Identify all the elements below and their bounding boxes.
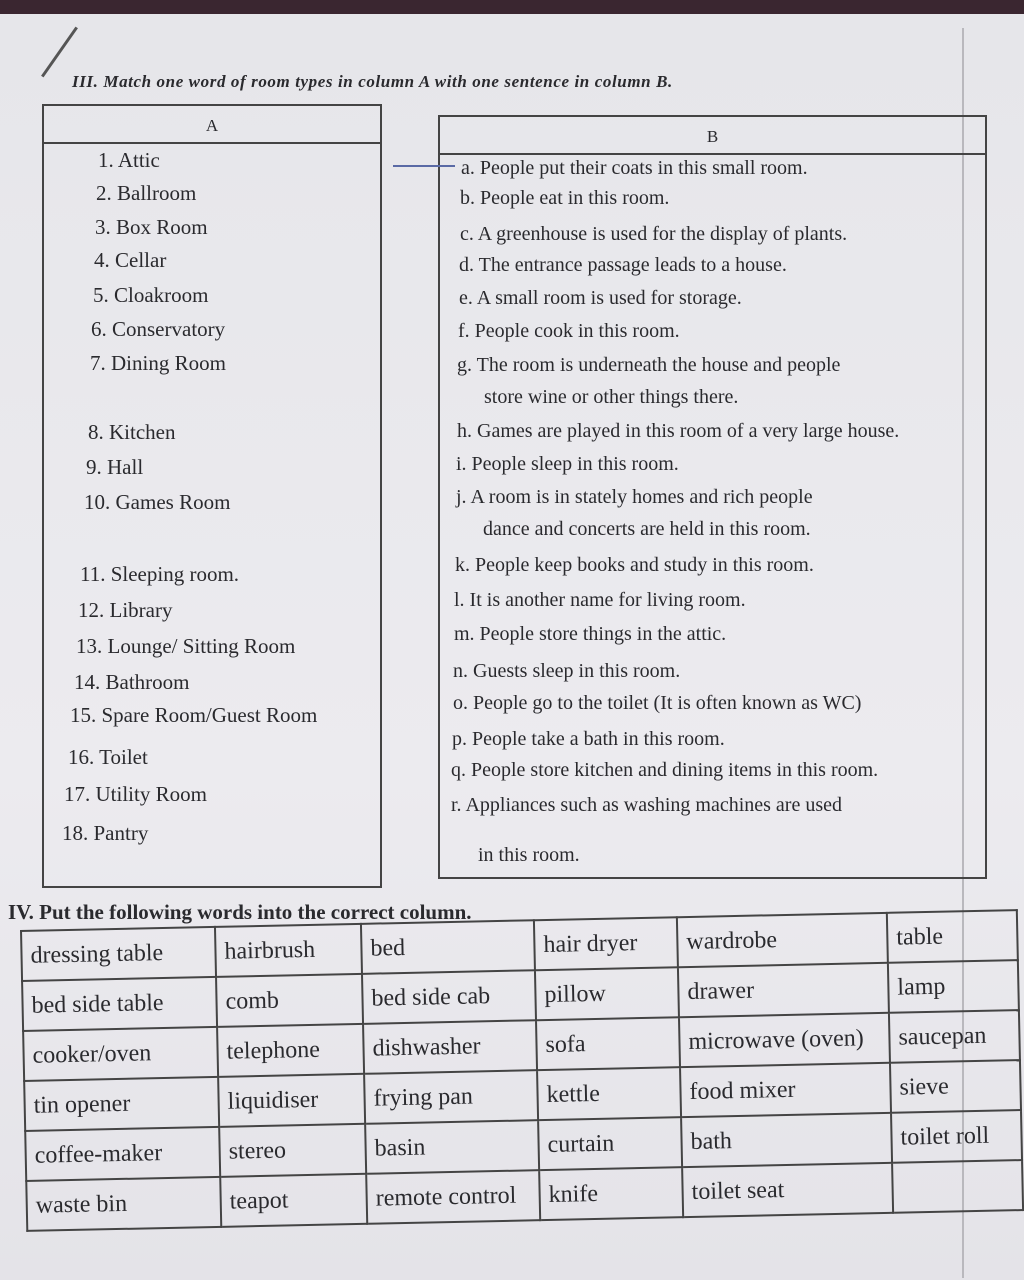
column-a-item: 14. Bathroom — [74, 670, 190, 694]
word-cell: food mixer — [680, 1063, 891, 1117]
column-b-sentence: l. It is another name for living room. — [454, 589, 746, 611]
word-table — [20, 909, 1024, 1232]
word-cell: basin — [365, 1120, 539, 1174]
column-b-sentence: g. The room is underneath the house and people — [457, 354, 841, 376]
column-b-header: B — [440, 117, 985, 155]
word-cell: table — [887, 910, 1018, 963]
column-b-sentence: f. People cook in this room. — [458, 320, 680, 342]
column-b-sentence: o. People go to the toilet (It is often known as WC) — [453, 692, 862, 714]
word-cell: liquidiser — [218, 1074, 365, 1127]
word-cell: toilet seat — [682, 1163, 893, 1217]
column-b-sentence-continuation: in this room. — [478, 844, 580, 866]
column-a-item: 7. Dining Room — [90, 351, 226, 375]
word-cell: sieve — [890, 1060, 1021, 1113]
column-a-item: 1. Attic — [98, 148, 160, 172]
word-cell — [892, 1160, 1023, 1213]
matching-line — [393, 165, 455, 167]
column-a-item: 18. Pantry — [62, 821, 149, 845]
column-b-sentence: i. People sleep in this room. — [456, 453, 679, 475]
word-cell: hair dryer — [534, 917, 678, 970]
column-a-item: 12. Library — [78, 598, 173, 622]
word-cell: bed side table — [22, 977, 217, 1031]
column-b-sentence: c. A greenhouse is used for the display of plants. — [460, 223, 848, 245]
column-a-item: 10. Games Room — [84, 490, 231, 514]
word-cell: bed side cab — [362, 970, 536, 1024]
word-cell: sofa — [536, 1017, 680, 1070]
column-a-item: 11. Sleeping room. — [80, 562, 240, 586]
column-a-item: 16. Toilet — [68, 745, 148, 769]
column-a-item: 8. Kitchen — [88, 420, 176, 444]
column-b-sentence: j. A room is in stately homes and rich people — [456, 486, 813, 508]
column-b-sentence: k. People keep books and study in this room. — [455, 554, 814, 576]
column-b-sentence: e. A small room is used for storage. — [459, 287, 742, 309]
word-cell: drawer — [678, 963, 889, 1017]
word-cell: comb — [216, 974, 363, 1027]
section-3-title: III. Match one word of room types in column A with one sentence in column B. — [72, 72, 673, 91]
word-cell: knife — [539, 1167, 683, 1220]
column-a-item: 4. Cellar — [94, 248, 167, 272]
word-cell: tin opener — [24, 1077, 219, 1131]
column-a-item: 3. Box Room — [95, 215, 208, 239]
word-cell: dressing table — [21, 927, 216, 981]
word-cell: microwave (oven) — [679, 1013, 890, 1067]
word-cell: saucepan — [889, 1010, 1020, 1063]
column-a-item: 5. Cloakroom — [93, 283, 209, 307]
column-a-item: 17. Utility Room — [64, 782, 207, 806]
word-cell: cooker/oven — [23, 1027, 218, 1081]
section-4-title: IV. Put the following words into the correct column. — [8, 900, 472, 924]
column-b-sentence: r. Appliances such as washing machines are used — [451, 794, 843, 816]
word-cell: remote control — [366, 1170, 540, 1224]
word-cell: coffee-maker — [25, 1127, 220, 1181]
word-cell: pillow — [535, 967, 679, 1020]
column-b-sentence: q. People store kitchen and dining items in this room. — [451, 759, 879, 781]
word-cell: dishwasher — [363, 1020, 537, 1074]
word-cell: waste bin — [26, 1177, 221, 1231]
word-cell: wardrobe — [677, 913, 888, 967]
word-cell: bed — [361, 920, 535, 974]
column-b-sentence-continuation: store wine or other things there. — [484, 386, 739, 408]
column-a-item: 2. Ballroom — [96, 181, 197, 205]
word-cell: toilet roll — [891, 1110, 1022, 1163]
column-b-sentence: n. Guests sleep in this room. — [453, 660, 681, 682]
word-cell: stereo — [219, 1124, 366, 1177]
column-b-sentence: a. People put their coats in this small room. — [461, 157, 808, 179]
column-b-sentence: d. The entrance passage leads to a house. — [459, 254, 787, 276]
column-a-header: A — [44, 106, 380, 144]
word-cell: teapot — [220, 1174, 367, 1227]
word-cell: bath — [681, 1113, 892, 1167]
column-a-item: 13. Lounge/ Sitting Room — [76, 634, 296, 658]
word-cell: kettle — [537, 1067, 681, 1120]
word-cell: telephone — [217, 1024, 364, 1077]
column-b-sentence: p. People take a bath in this room. — [452, 728, 725, 750]
word-cell: lamp — [888, 960, 1019, 1013]
word-cell: frying pan — [364, 1070, 538, 1124]
word-cell: hairbrush — [215, 924, 362, 977]
column-b-sentence: h. Games are played in this room of a very large house. — [457, 420, 900, 442]
column-a-item: 6. Conservatory — [91, 317, 226, 341]
column-b-sentence: b. People eat in this room. — [460, 187, 670, 209]
word-cell: curtain — [538, 1117, 682, 1170]
column-b-sentence-continuation: dance and concerts are held in this room. — [483, 518, 811, 540]
column-a-item: 15. Spare Room/Guest Room — [70, 703, 318, 727]
column-b-sentence: m. People store things in the attic. — [454, 623, 727, 645]
column-a-item: 9. Hall — [86, 455, 144, 479]
